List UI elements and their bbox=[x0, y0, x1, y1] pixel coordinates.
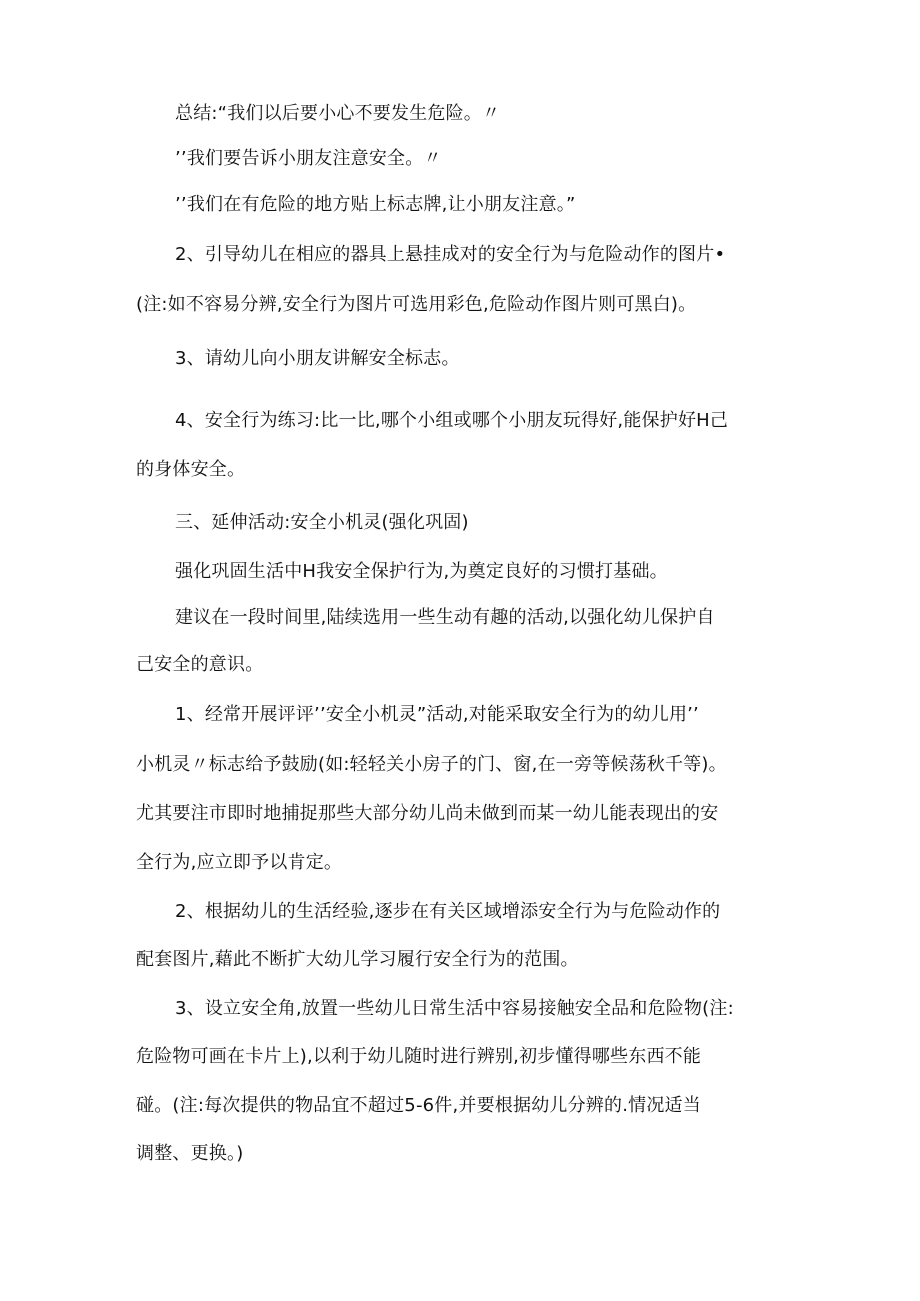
text-line: 小机灵〃标志给予鼓励(如:轻轻关小房子的门、窗,在一旁等候荡秋千等)。 bbox=[136, 754, 727, 775]
section-heading: 三、延伸活动:安全小机灵(强化巩固) bbox=[175, 512, 469, 533]
text-line: ’’我们在有危险的地方贴上标志牌,让小朋友注意。” bbox=[175, 194, 576, 215]
text-line: 3、请幼儿向小朋友讲解安全标志。 bbox=[175, 348, 460, 369]
text-line: 2、引导幼儿在相应的器具上悬挂成对的安全行为与危险动作的图片• bbox=[175, 244, 726, 265]
text-line: 己安全的意识。 bbox=[136, 654, 264, 675]
text-line: 建议在一段时间里,陆续选用一些生动有趣的活动,以强化幼儿保护自 bbox=[175, 607, 715, 628]
text-line: 3、设立安全角,放置一些幼儿日常生活中容易接触安全品和危险物(注: bbox=[175, 998, 734, 1019]
text-line: 调整、更换。) bbox=[136, 1143, 244, 1164]
text-line: 2、根据幼儿的生活经验,逐步在有关区域增添安全行为与危险动作的 bbox=[175, 901, 721, 922]
text-line: (注:如不容易分辨,安全行为图片可选用彩色,危险动作图片则可黑白)。 bbox=[136, 294, 697, 315]
text-line: 强化巩固生活中H我安全保护行为,为奠定良好的习惯打基础。 bbox=[175, 561, 668, 582]
text-line: 4、安全行为练习:比一比,哪个小组或哪个小朋友玩得好,能保护好H己 bbox=[175, 410, 729, 431]
text-line: 总结:“我们以后要小心不要发生危险。〃 bbox=[175, 103, 501, 124]
text-line: 危险物可画在卡片上),以利于幼儿随时进行辨别,初步懂得哪些东西不能 bbox=[136, 1046, 702, 1067]
text-line: 碰。(注:每次提供的物品宜不超过5-6件,并要根据幼儿分辨的.情况适当 bbox=[136, 1095, 701, 1116]
text-line: 尤其要注市即时地捕捉那些大部分幼儿尚未做到而某一幼儿能表现出的安 bbox=[136, 803, 719, 824]
text-line: ’’我们要告诉小朋友注意安全。〃 bbox=[175, 148, 442, 169]
text-line: 全行为,应立即予以肯定。 bbox=[136, 852, 343, 873]
text-line: 配套图片,藉此不断扩大幼儿学习履行安全行为的范围。 bbox=[136, 949, 579, 970]
text-line: 的身体安全。 bbox=[136, 459, 246, 480]
text-line: 1、经常开展评评’’安全小机灵”活动,对能采取安全行为的幼儿用’’ bbox=[175, 704, 699, 725]
